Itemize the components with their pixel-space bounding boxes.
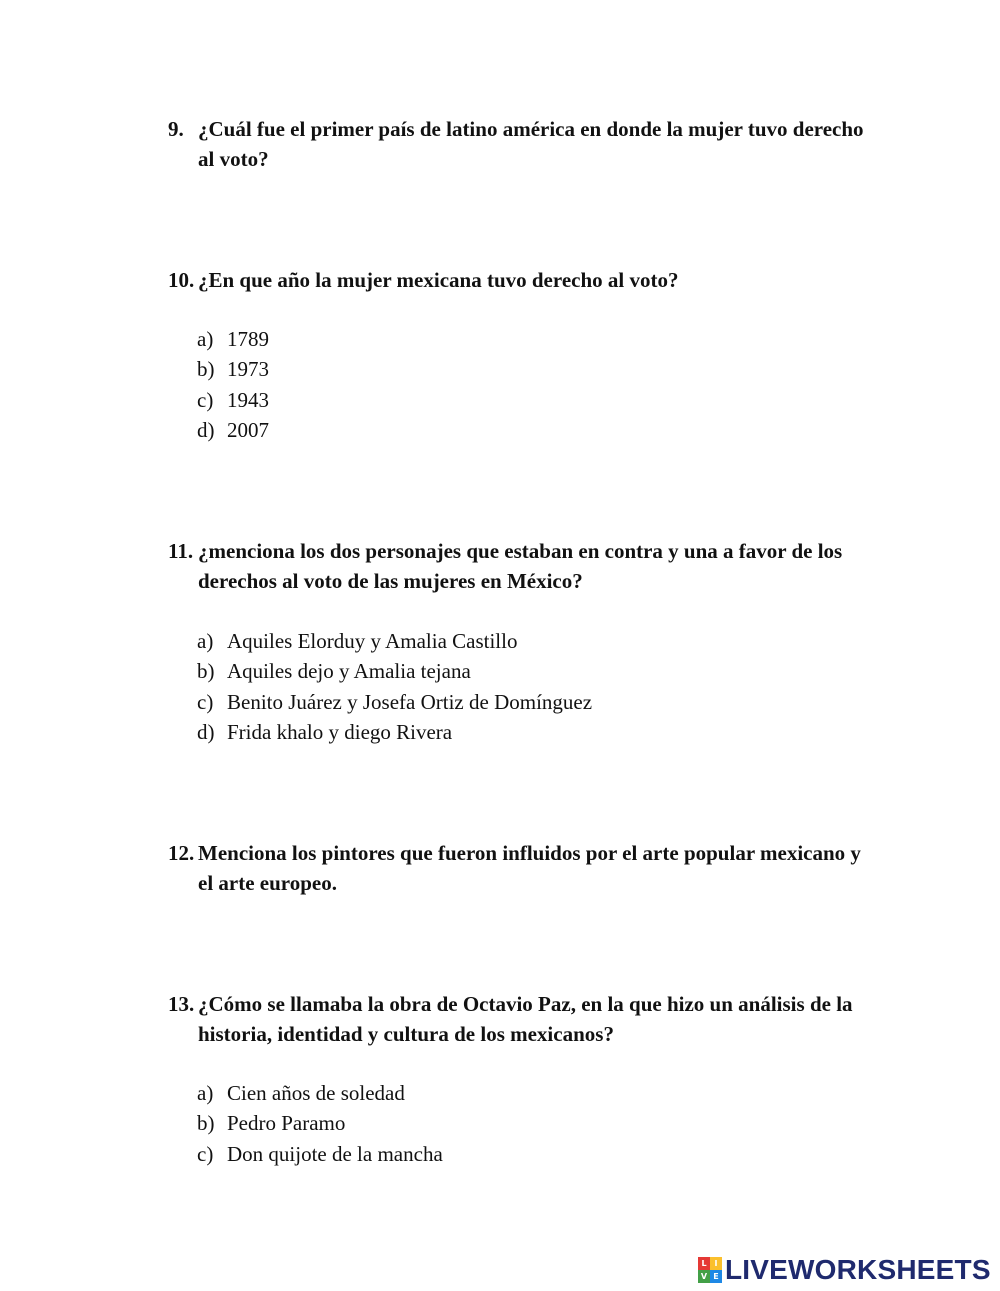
option-item xyxy=(197,687,592,717)
logo-tile: I xyxy=(710,1257,722,1270)
option-text: Pedro Paramo xyxy=(227,1111,346,1136)
question-10 xyxy=(168,265,868,295)
options-question-11 xyxy=(197,626,592,747)
liveworksheets-logo-icon xyxy=(698,1257,722,1283)
brand-name: LIVEWORKSHEETS xyxy=(725,1254,991,1285)
option-text: Frida khalo y diego Rivera xyxy=(227,719,453,744)
option-letter: c) xyxy=(197,1141,214,1166)
option-text: 2007 xyxy=(227,417,269,442)
option-text: Don quijote de la mancha xyxy=(227,1141,443,1166)
option-letter: b) xyxy=(197,1111,215,1136)
option-text: Cien años de soledad xyxy=(227,1081,405,1105)
option-letter: a) xyxy=(197,1081,214,1105)
option-item xyxy=(197,1139,443,1169)
options-question-13 xyxy=(197,1078,443,1169)
option-item xyxy=(197,415,269,445)
option-item xyxy=(197,324,269,354)
option-item xyxy=(197,1108,443,1138)
option-letter: b) xyxy=(197,659,215,684)
question-11 xyxy=(168,536,868,596)
option-text: 1789 xyxy=(227,327,269,351)
option-item xyxy=(197,354,269,384)
option-letter: a) xyxy=(197,629,214,653)
option-letter: a) xyxy=(197,327,214,351)
option-text: 1943 xyxy=(227,387,269,412)
question-number: 13. xyxy=(168,992,195,1016)
question-text: Menciona los pintores que fueron influidos por el arte popular mexicano y el arte europeo. xyxy=(198,841,861,895)
option-text: Aquiles Elorduy y Amalia Castillo xyxy=(227,629,518,653)
option-letter: c) xyxy=(197,387,214,412)
options-question-10 xyxy=(197,324,269,445)
question-number: 12. xyxy=(168,841,195,865)
logo-tile: L xyxy=(698,1257,710,1270)
option-item xyxy=(197,385,269,415)
question-number: 9. xyxy=(168,117,184,141)
question-text: ¿Cuál fue el primer país de latino américa en donde la mujer tuvo derecho al voto? xyxy=(198,117,864,171)
option-text: Aquiles dejo y Amalia tejana xyxy=(227,659,471,684)
option-item xyxy=(197,656,592,686)
question-number: 10. xyxy=(168,268,195,292)
question-13 xyxy=(168,989,868,1049)
option-text: Benito Juárez y Josefa Ortiz de Domínguez xyxy=(227,689,593,714)
question-number: 11. xyxy=(168,539,194,563)
option-letter: b) xyxy=(197,357,215,382)
question-text: ¿En que año la mujer mexicana tuvo derecho al voto? xyxy=(198,268,679,292)
option-item xyxy=(197,1078,443,1108)
option-text: 1973 xyxy=(227,357,269,382)
question-text: ¿menciona los dos personajes que estaban en contra y una a favor de los derechos al voto de las mujeres en México? xyxy=(198,539,843,593)
question-9 xyxy=(168,114,868,174)
option-letter: d) xyxy=(197,719,215,744)
option-item xyxy=(197,717,592,747)
question-text: ¿Cómo se llamaba la obra de Octavio Paz, en la que hizo un análisis de la historia, identidad y cultura de los mexicanos? xyxy=(198,992,853,1046)
question-12 xyxy=(168,838,868,898)
liveworksheets-brand[interactable] xyxy=(698,1255,991,1285)
logo-tile: V xyxy=(698,1270,710,1283)
option-letter: c) xyxy=(197,689,214,714)
option-letter: d) xyxy=(197,417,215,442)
logo-tile: E xyxy=(710,1270,722,1283)
option-item xyxy=(197,626,592,656)
